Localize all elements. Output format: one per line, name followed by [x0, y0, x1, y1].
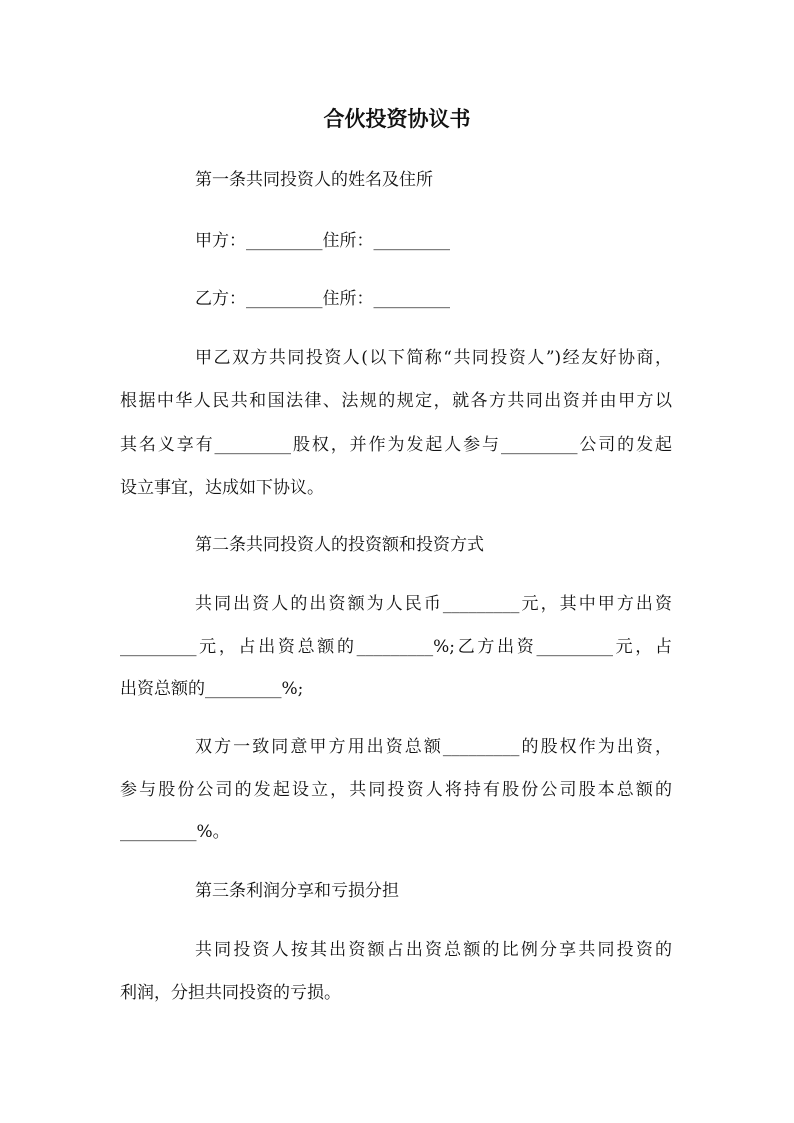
paragraph-line: 甲乙双方共同投资人(以下简称“共同投资人”)经友好协商，	[195, 348, 672, 368]
article-3-heading: 第三条利润分享和亏损分担	[195, 881, 399, 901]
paragraph-line: _________元，占出资总额的_________%;乙方出资_________元，占	[120, 637, 672, 657]
paragraph-line: 共同投资人按其出资额占出资总额的比例分享共同投资的	[195, 940, 672, 960]
party-a-line: 甲方：_________住所：_________	[195, 231, 450, 251]
article-2-heading: 第二条共同投资人的投资额和投资方式	[195, 535, 484, 555]
paragraph-line: 双方一致同意甲方用出资总额_________的股权作为出资，	[195, 737, 672, 757]
paragraph-line: 其名义享有_________股权，并作为发起人参与_________公司的发起	[120, 435, 672, 455]
paragraph-line: 设立事宜，达成如下协议。	[120, 478, 324, 498]
paragraph-line: 利润，分担共同投资的亏损。	[120, 983, 341, 1003]
article-1-heading: 第一条共同投资人的姓名及住所	[195, 170, 433, 190]
document-title: 合伙投资协议书	[323, 106, 471, 131]
paragraph-line: _________%。	[120, 822, 230, 842]
paragraph-line: 根据中华人民共和国法律、法规的规定，就各方共同出资并由甲方以	[120, 391, 672, 411]
party-b-line: 乙方：_________住所：_________	[195, 289, 450, 309]
paragraph-line: 共同出资人的出资额为人民币_________元，其中甲方出资	[195, 594, 672, 614]
paragraph-line: 参与股份公司的发起设立，共同投资人将持有股份公司股本总额的	[120, 780, 672, 800]
paragraph-line: 出资总额的_________%;	[120, 679, 304, 699]
